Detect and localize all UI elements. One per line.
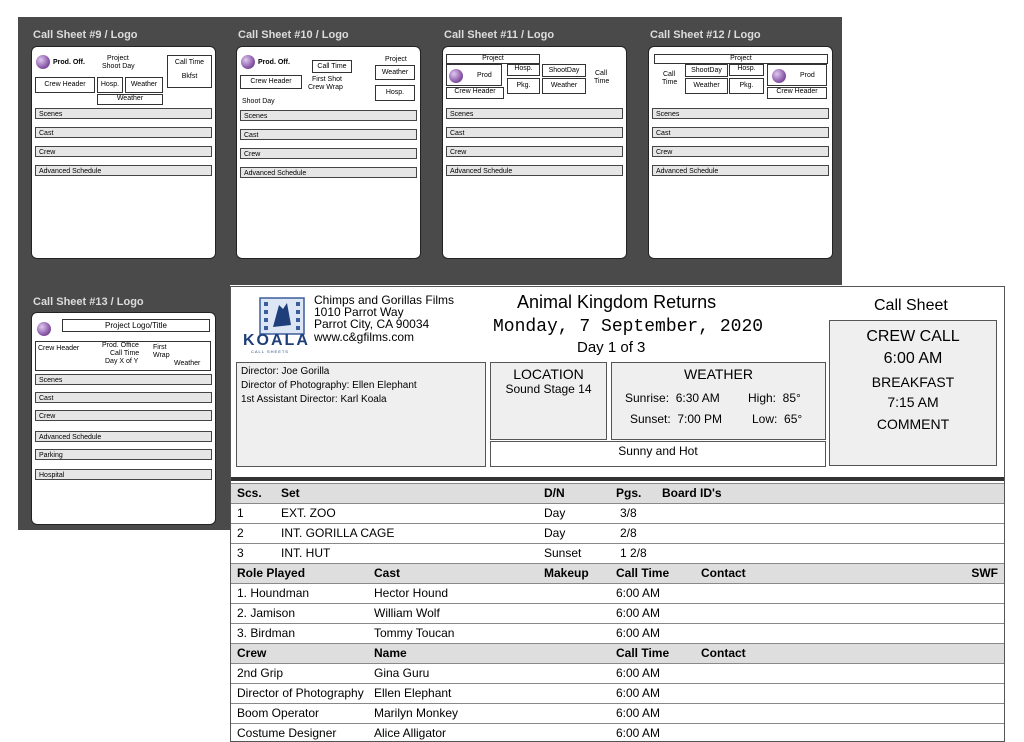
weather-box bbox=[611, 362, 826, 440]
crew-row[interactable]: 2nd Grip Gina Guru 6:00 AM bbox=[231, 663, 1004, 683]
scene-row[interactable]: 2 INT. GORILLA CAGE Day 2/8 bbox=[231, 523, 1004, 543]
logo-icon bbox=[37, 322, 51, 336]
company-name: Chimps and Gorillas Films bbox=[314, 293, 455, 307]
company-address-2: Parrot City, CA 90034 bbox=[314, 317, 430, 331]
thumb-13-day-x: Day X of Y bbox=[105, 358, 139, 365]
thumb-12-crew: Crew bbox=[652, 146, 829, 157]
location-label: LOCATION bbox=[513, 366, 584, 382]
thumb-call-sheet-10[interactable] bbox=[236, 46, 421, 259]
thumb-9-advanced: Advanced Schedule bbox=[35, 165, 212, 176]
shoot-day-of: Day 1 of 3 bbox=[577, 339, 646, 356]
thumb-10-advanced: Advanced Schedule bbox=[240, 167, 417, 178]
cast-row[interactable]: 1. Houndman Hector Hound 6:00 AM bbox=[231, 583, 1004, 603]
crew-call-box bbox=[829, 320, 997, 466]
thumb-13-first: First bbox=[153, 344, 167, 351]
scenes-header-row: Scs. Set D/N Pgs. Board ID's bbox=[231, 483, 1004, 503]
thumb-11-shootday: ShootDay bbox=[542, 64, 586, 77]
cast-row[interactable]: 2. Jamison William Wolf 6:00 AM bbox=[231, 603, 1004, 623]
header-divider bbox=[231, 477, 1004, 481]
thumb-9-shoot-day: Shoot Day bbox=[102, 63, 135, 70]
crew-header-row: Crew Name Call Time Contact bbox=[231, 643, 1004, 663]
shoot-date: Monday, 7 September, 2020 bbox=[493, 317, 764, 337]
thumb-12-project: Project bbox=[654, 54, 828, 64]
directors-box bbox=[236, 362, 486, 467]
thumb-11-hosp: Hosp. bbox=[507, 64, 540, 76]
thumb-13-crew-header: Crew Header bbox=[38, 345, 80, 352]
thumb-12-pkg: Pkg. bbox=[729, 78, 764, 94]
thumb-13-crew: Crew bbox=[35, 410, 212, 421]
thumb-12-call: Call bbox=[663, 71, 676, 78]
sunset: Sunset: 7:00 PM bbox=[630, 412, 723, 426]
weather-label: WEATHER bbox=[684, 366, 753, 382]
logo-icon bbox=[241, 55, 255, 69]
thumb-10-project: Project bbox=[385, 56, 407, 63]
thumb-12-advanced: Advanced Schedule bbox=[652, 165, 829, 176]
thumb-11-crew: Crew bbox=[446, 146, 623, 157]
call-sheet-label: Call Sheet bbox=[874, 297, 948, 314]
thumb-11-cast: Cast bbox=[446, 127, 623, 138]
thumb-11-weather: Weather bbox=[542, 78, 586, 94]
thumb-9-weather-wide: Weather bbox=[97, 94, 163, 105]
thumb-9-title: Call Sheet #9 / Logo bbox=[33, 29, 138, 41]
thumb-10-scenes: Scenes bbox=[240, 110, 417, 121]
crew-call-time: 6:00 AM bbox=[883, 350, 943, 367]
scene-row[interactable]: 3 INT. HUT Sunset 1 2/8 bbox=[231, 543, 1004, 563]
breakfast-label: BREAKFAST bbox=[871, 374, 955, 390]
thumb-12-shootday: ShootDay bbox=[685, 64, 728, 77]
thumb-11-crew-header: Crew Header bbox=[446, 87, 504, 99]
logo-icon bbox=[772, 69, 786, 83]
thumb-13-advanced: Advanced Schedule bbox=[35, 431, 212, 442]
thumb-13-hospital: Hospital bbox=[35, 469, 212, 480]
thumb-9-scenes: Scenes bbox=[35, 108, 212, 119]
thumb-10-first-shot: First Shot bbox=[312, 76, 342, 83]
thumb-10-hosp: Hosp. bbox=[375, 85, 415, 101]
breakfast-time: 7:15 AM bbox=[887, 394, 939, 410]
thumb-10-crew: Crew bbox=[240, 148, 417, 159]
thumb-9-call-time: Call Time Bkfst bbox=[167, 55, 212, 88]
thumb-call-sheet-13[interactable] bbox=[31, 312, 216, 525]
thumb-13-wrap: Wrap bbox=[153, 352, 170, 359]
logo-icon bbox=[36, 55, 50, 69]
thumb-11-advanced: Advanced Schedule bbox=[446, 165, 623, 176]
thumb-13-prod-office: Prod. Office bbox=[102, 342, 139, 349]
sunrise: Sunrise: 6:30 AM bbox=[625, 391, 720, 405]
project-title: Animal Kingdom Returns bbox=[517, 292, 717, 312]
low-temp: Low: 65° bbox=[752, 412, 803, 426]
thumb-11-scenes: Scenes bbox=[446, 108, 623, 119]
company-logo-text: KOALA bbox=[243, 332, 310, 349]
thumb-11-pkg: Pkg. bbox=[507, 78, 540, 94]
thumb-12-hosp: Hosp. bbox=[729, 64, 764, 76]
location-value: Sound Stage 14 bbox=[505, 382, 592, 396]
thumb-12-cast: Cast bbox=[652, 127, 829, 138]
thumb-9-crew-header: Crew Header bbox=[35, 77, 95, 93]
thumb-12-scenes: Scenes bbox=[652, 108, 829, 119]
dop-line: Director of Photography: Ellen Elephant bbox=[241, 380, 417, 391]
cast-row[interactable]: 3. Birdman Tommy Toucan 6:00 AM bbox=[231, 623, 1004, 643]
thumb-13-call-time: Call Time bbox=[110, 350, 140, 357]
thumb-13-parking: Parking bbox=[35, 449, 212, 460]
thumb-13-project-logo: Project Logo/Title bbox=[62, 319, 210, 332]
director-line: Director: Joe Gorilla bbox=[241, 366, 330, 377]
thumb-11-title: Call Sheet #11 / Logo bbox=[444, 29, 555, 41]
crew-row[interactable]: Boom Operator Marilyn Monkey 6:00 AM bbox=[231, 703, 1004, 723]
thumb-call-sheet-11[interactable] bbox=[442, 46, 627, 259]
thumb-9-hosp: Hosp. bbox=[97, 77, 123, 93]
thumb-10-crew-wrap: Crew Wrap bbox=[308, 84, 343, 91]
thumb-10-call-time: Call Time bbox=[312, 60, 352, 73]
comment-label: COMMENT bbox=[876, 416, 950, 432]
thumb-12-weather: Weather bbox=[685, 78, 728, 94]
scene-row[interactable]: 1 EXT. ZOO Day 3/8 bbox=[231, 503, 1004, 523]
thumb-11-time: Time bbox=[594, 78, 610, 85]
thumb-11-prod: Prod bbox=[446, 64, 502, 86]
company-website: www.c&gfilms.com bbox=[314, 330, 415, 344]
crew-row[interactable]: Director of Photography Ellen Elephant 6:00 AM bbox=[231, 683, 1004, 703]
thumb-12-prod: Prod bbox=[767, 64, 827, 86]
thumb-13-scenes: Scenes bbox=[35, 374, 212, 385]
thumb-12-time: Time bbox=[662, 79, 678, 86]
forecast-box bbox=[490, 441, 826, 467]
thumb-9-crew: Crew bbox=[35, 146, 212, 157]
location-box bbox=[490, 362, 607, 440]
thumb-call-sheet-12[interactable] bbox=[648, 46, 833, 259]
crew-call-label: CREW CALL bbox=[866, 328, 960, 345]
thumb-13-cast: Cast bbox=[35, 392, 212, 403]
call-sheet-preview bbox=[230, 286, 1005, 742]
company-address-1: 1010 Parrot Way bbox=[314, 305, 404, 319]
thumb-10-title: Call Sheet #10 / Logo bbox=[238, 29, 349, 41]
thumb-10-crew-header: Crew Header bbox=[240, 75, 302, 89]
high-temp: High: 85° bbox=[748, 391, 801, 405]
thumb-12-crew-header: Crew Header bbox=[767, 87, 827, 99]
thumb-10-shoot-day: Shoot Day bbox=[242, 98, 275, 105]
thumb-9-weather: Weather bbox=[125, 77, 163, 93]
thumb-10-cast: Cast bbox=[240, 129, 417, 140]
thumb-9-prod-off: Prod. Off. bbox=[53, 59, 85, 66]
company-logo-sub: CALL SHEETS bbox=[251, 349, 289, 354]
crew-row[interactable]: Costume Designer Alice Alligator 6:00 AM bbox=[231, 723, 1004, 742]
cast-header-row: Role Played Cast Makeup Call Time Contact SWF bbox=[231, 563, 1004, 583]
thumb-12-title: Call Sheet #12 / Logo bbox=[650, 29, 761, 41]
thumb-call-sheet-9[interactable] bbox=[31, 46, 216, 259]
forecast-text: Sunny and Hot bbox=[618, 444, 698, 458]
thumb-13-title: Call Sheet #13 / Logo bbox=[33, 296, 144, 308]
thumb-13-weather: Weather bbox=[174, 360, 201, 367]
thumb-10-weather: Weather bbox=[375, 65, 415, 80]
thumb-11-project: Project bbox=[446, 54, 540, 64]
thumb-11-call: Call bbox=[595, 70, 608, 77]
first-ad-line: 1st Assistant Director: Karl Koala bbox=[241, 394, 387, 405]
logo-icon bbox=[449, 69, 463, 83]
thumb-9-project: Project bbox=[107, 55, 129, 62]
thumb-9-cast: Cast bbox=[35, 127, 212, 138]
koala-logo-icon bbox=[259, 297, 305, 335]
thumb-10-prod-off: Prod. Off. bbox=[258, 59, 290, 66]
